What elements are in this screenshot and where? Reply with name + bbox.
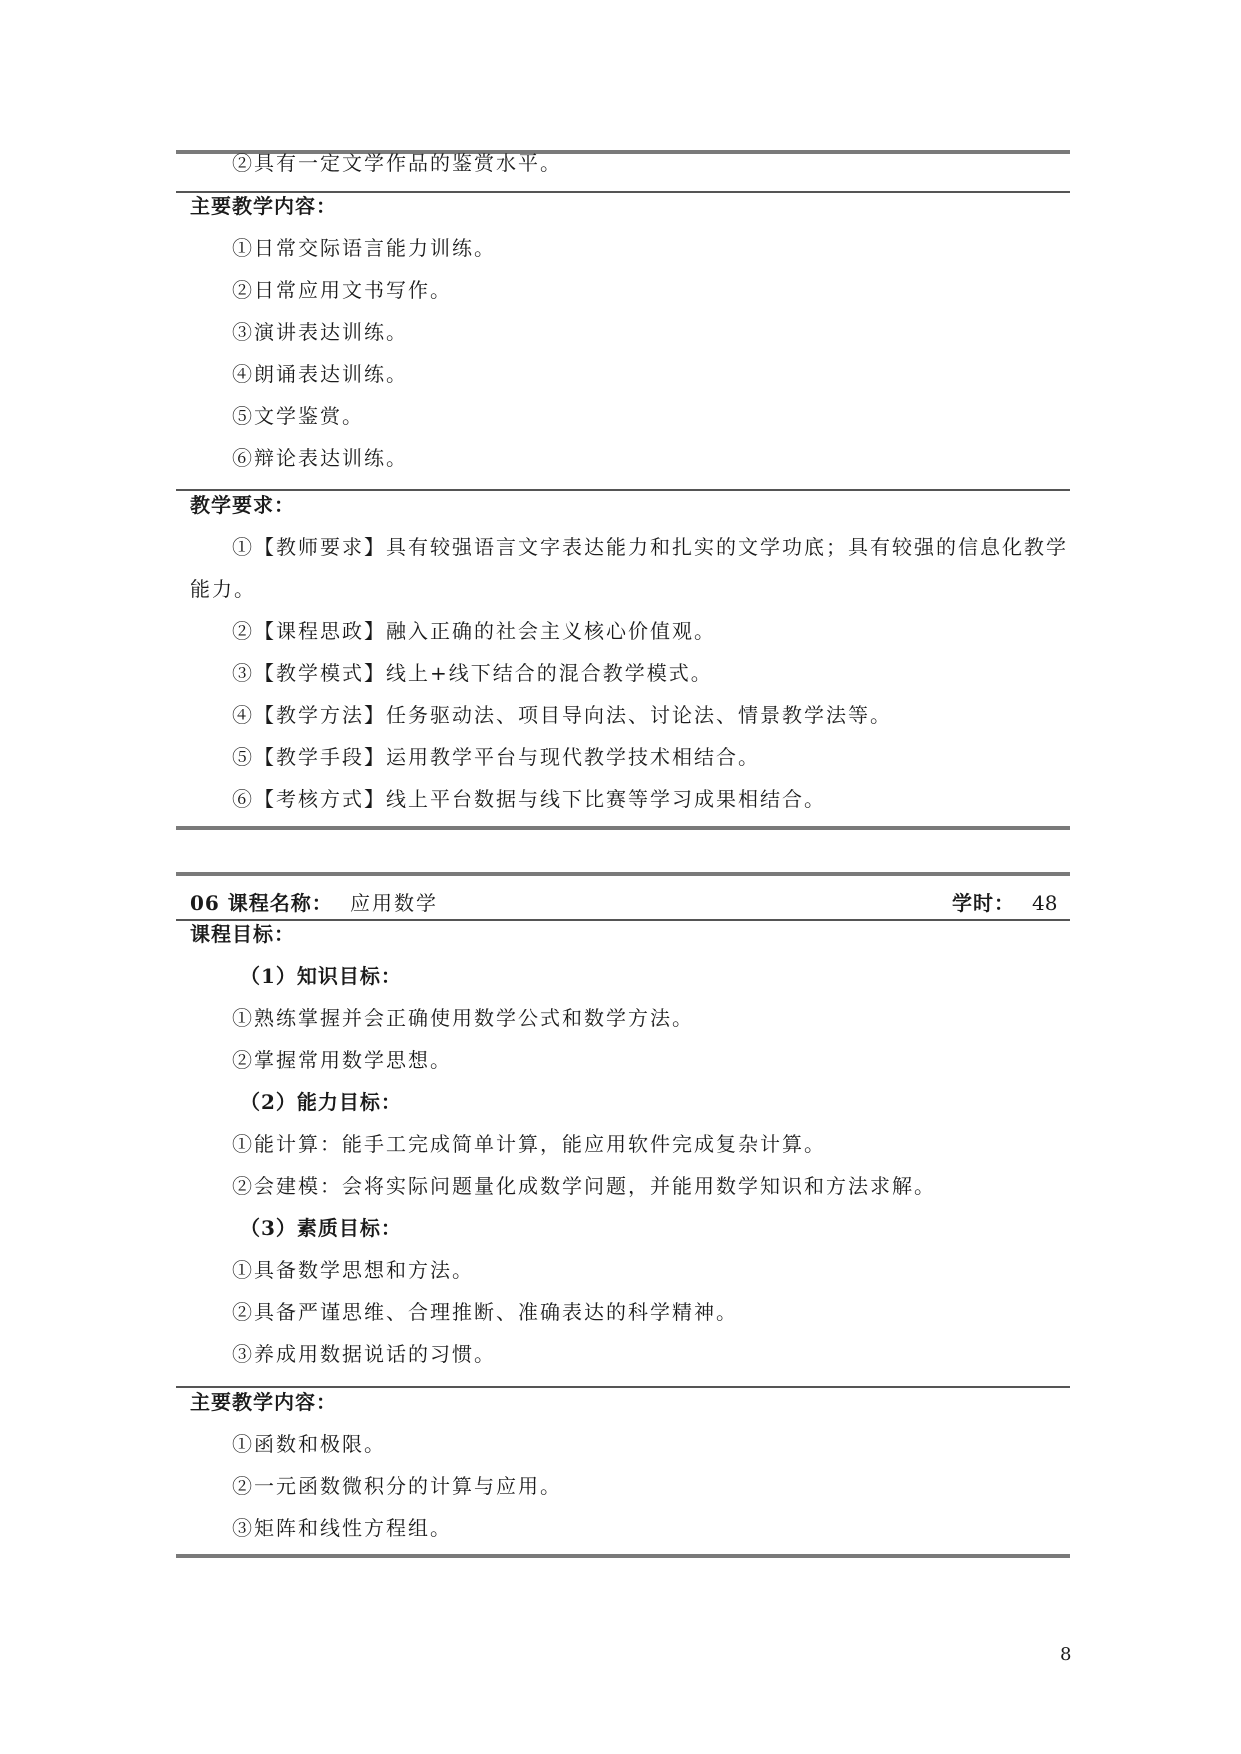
content-item: ⑤文学鉴赏。 xyxy=(232,404,364,428)
requirement-item: ④【教学方法】任务驱动法、项目导向法、讨论法、情景教学法等。 xyxy=(232,703,892,727)
content-heading: 主要教学内容： xyxy=(190,1390,337,1414)
knowledge-heading: （1）知识目标： xyxy=(240,964,402,988)
objective-item: ①能计算：能手工完成简单计算，能应用软件完成复杂计算。 xyxy=(232,1132,826,1156)
objective-item: ③养成用数据说话的习惯。 xyxy=(232,1342,496,1366)
objectives-heading: 课程目标： xyxy=(190,922,295,946)
section-divider xyxy=(176,919,1070,921)
hours-value: 48 xyxy=(1032,891,1058,915)
objective-item: ①具备数学思想和方法。 xyxy=(232,1258,474,1282)
objective-item: ②会建模：会将实际问题量化成数学问题，并能用数学知识和方法求解。 xyxy=(232,1174,936,1198)
table-top-rule xyxy=(176,872,1070,876)
objective-item: ②掌握常用数学思想。 xyxy=(232,1048,452,1072)
requirement-item: 能力。 xyxy=(190,577,256,601)
objective-item: ②具备严谨思维、合理推断、准确表达的科学精神。 xyxy=(232,1300,738,1324)
requirement-item: ③【教学模式】线上+线下结合的混合教学模式。 xyxy=(232,661,713,685)
objective-item: ①熟练掌握并会正确使用数学公式和数学方法。 xyxy=(232,1006,694,1030)
course-name-label: 06 课程名称： xyxy=(190,891,333,915)
requirement-item: ①【教师要求】具有较强语言文字表达能力和扎实的文学功底；具有较强的信息化教学 xyxy=(232,535,1068,559)
page-number: 8 xyxy=(1060,1644,1072,1665)
content-heading: 主要教学内容： xyxy=(190,194,337,218)
content-item: ②日常应用文书写作。 xyxy=(232,278,452,302)
objective-line: ②具有一定文学作品的鉴赏水平。 xyxy=(232,151,562,175)
requirement-item: ⑤【教学手段】运用教学平台与现代教学技术相结合。 xyxy=(232,745,760,769)
hours-label: 学时： xyxy=(952,891,1015,915)
content-item: ③演讲表达训练。 xyxy=(232,320,408,344)
content-item: ⑥辩论表达训练。 xyxy=(232,446,408,470)
content-item: ①函数和极限。 xyxy=(232,1432,386,1456)
course-name: 应用数学 xyxy=(350,891,438,915)
ability-heading: （2）能力目标： xyxy=(240,1090,402,1114)
table-bottom-rule xyxy=(176,826,1070,830)
requirement-item: ⑥【考核方式】线上平台数据与线下比赛等学习成果相结合。 xyxy=(232,787,826,811)
content-item: ③矩阵和线性方程组。 xyxy=(232,1516,452,1540)
requirements-heading: 教学要求： xyxy=(190,493,295,517)
quality-heading: （3）素质目标： xyxy=(240,1216,402,1240)
requirement-item: ②【课程思政】融入正确的社会主义核心价值观。 xyxy=(232,619,716,643)
content-item: ①日常交际语言能力训练。 xyxy=(232,236,496,260)
section-divider xyxy=(176,489,1070,491)
content-item: ④朗诵表达训练。 xyxy=(232,362,408,386)
content-item: ②一元函数微积分的计算与应用。 xyxy=(232,1474,562,1498)
course-header-row xyxy=(190,887,1058,919)
table-bottom-rule xyxy=(176,1554,1070,1558)
